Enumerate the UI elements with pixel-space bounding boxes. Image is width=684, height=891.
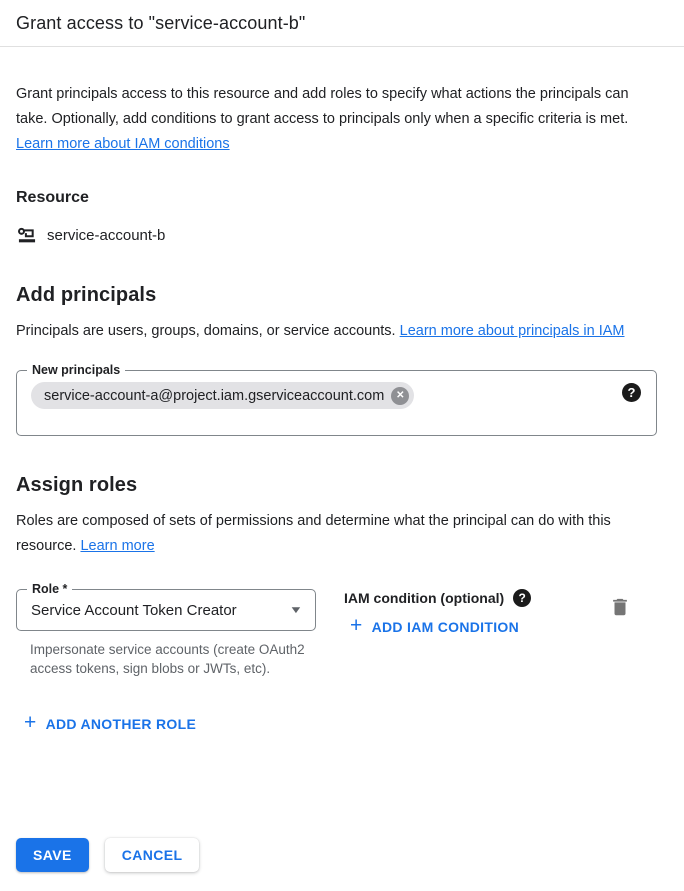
plus-icon: +: [350, 614, 363, 637]
add-principals-description: [16, 319, 657, 344]
intro-text: Grant principals access to this resource and add roles to specify what actions the principals can take. Optionally, add conditions to grant access to principals only when a specific criteria is met.: [16, 86, 629, 127]
role-label: Role *: [27, 581, 72, 598]
iam-condition-label-row: [344, 589, 531, 607]
chevron-down-icon[interactable]: ▼: [288, 604, 304, 616]
principals-learn-more-link[interactable]: Learn more about principals in IAM: [399, 323, 625, 339]
add-another-role-button[interactable]: [24, 711, 197, 734]
add-iam-condition-label: ADD IAM CONDITION: [371, 619, 520, 635]
iam-conditions-link[interactable]: Learn more about IAM conditions: [16, 136, 230, 152]
add-principals-text: Principals are users, groups, domains, or service accounts.: [16, 323, 400, 339]
remove-principal-icon[interactable]: ✕: [391, 387, 409, 405]
intro-paragraph: [16, 82, 657, 157]
service-account-icon: [16, 224, 38, 246]
role-select[interactable]: [16, 582, 316, 631]
role-column: [16, 582, 316, 678]
principals-help-icon[interactable]: ?: [622, 383, 641, 402]
delete-role-button[interactable]: [609, 596, 631, 618]
new-principals-label: New principals: [27, 362, 125, 379]
role-helper-text: Impersonate service accounts (create OAuth2 access tokens, sign blobs or JWTs, etc).: [30, 642, 305, 676]
role-selected-value: Service Account Token Creator: [31, 601, 237, 619]
trash-icon: [609, 606, 631, 621]
cancel-button[interactable]: CANCEL: [105, 838, 200, 872]
resource-row: [16, 224, 657, 246]
role-row: [16, 582, 657, 678]
iam-condition-column: [344, 589, 531, 638]
add-another-role-label: ADD ANOTHER ROLE: [45, 716, 197, 732]
dialog-footer: [16, 838, 199, 872]
dialog-header: [0, 0, 684, 47]
iam-condition-help-icon[interactable]: ?: [513, 589, 531, 607]
assign-roles-description: [16, 509, 657, 559]
plus-icon: +: [24, 711, 37, 734]
principal-chip: [31, 382, 414, 409]
dialog-title: Grant access to "service-account-b": [16, 13, 306, 33]
add-iam-condition-button[interactable]: [350, 614, 520, 637]
dialog-content: [0, 82, 684, 735]
assign-roles-heading: Assign roles: [16, 474, 138, 496]
resource-name: service-account-b: [47, 226, 166, 244]
add-principals-heading: Add principals: [16, 284, 157, 306]
roles-learn-more-link[interactable]: Learn more: [80, 538, 155, 554]
principal-chip-value: service-account-a@project.iam.gserviceaccount.com: [44, 387, 385, 404]
iam-condition-label: IAM condition (optional): [344, 590, 505, 606]
assign-roles-text: Roles are composed of sets of permissions and determine what the principal can do with this resource.: [16, 513, 611, 554]
resource-heading: Resource: [16, 189, 89, 206]
new-principals-field[interactable]: [16, 363, 657, 436]
save-button[interactable]: SAVE: [16, 838, 89, 872]
